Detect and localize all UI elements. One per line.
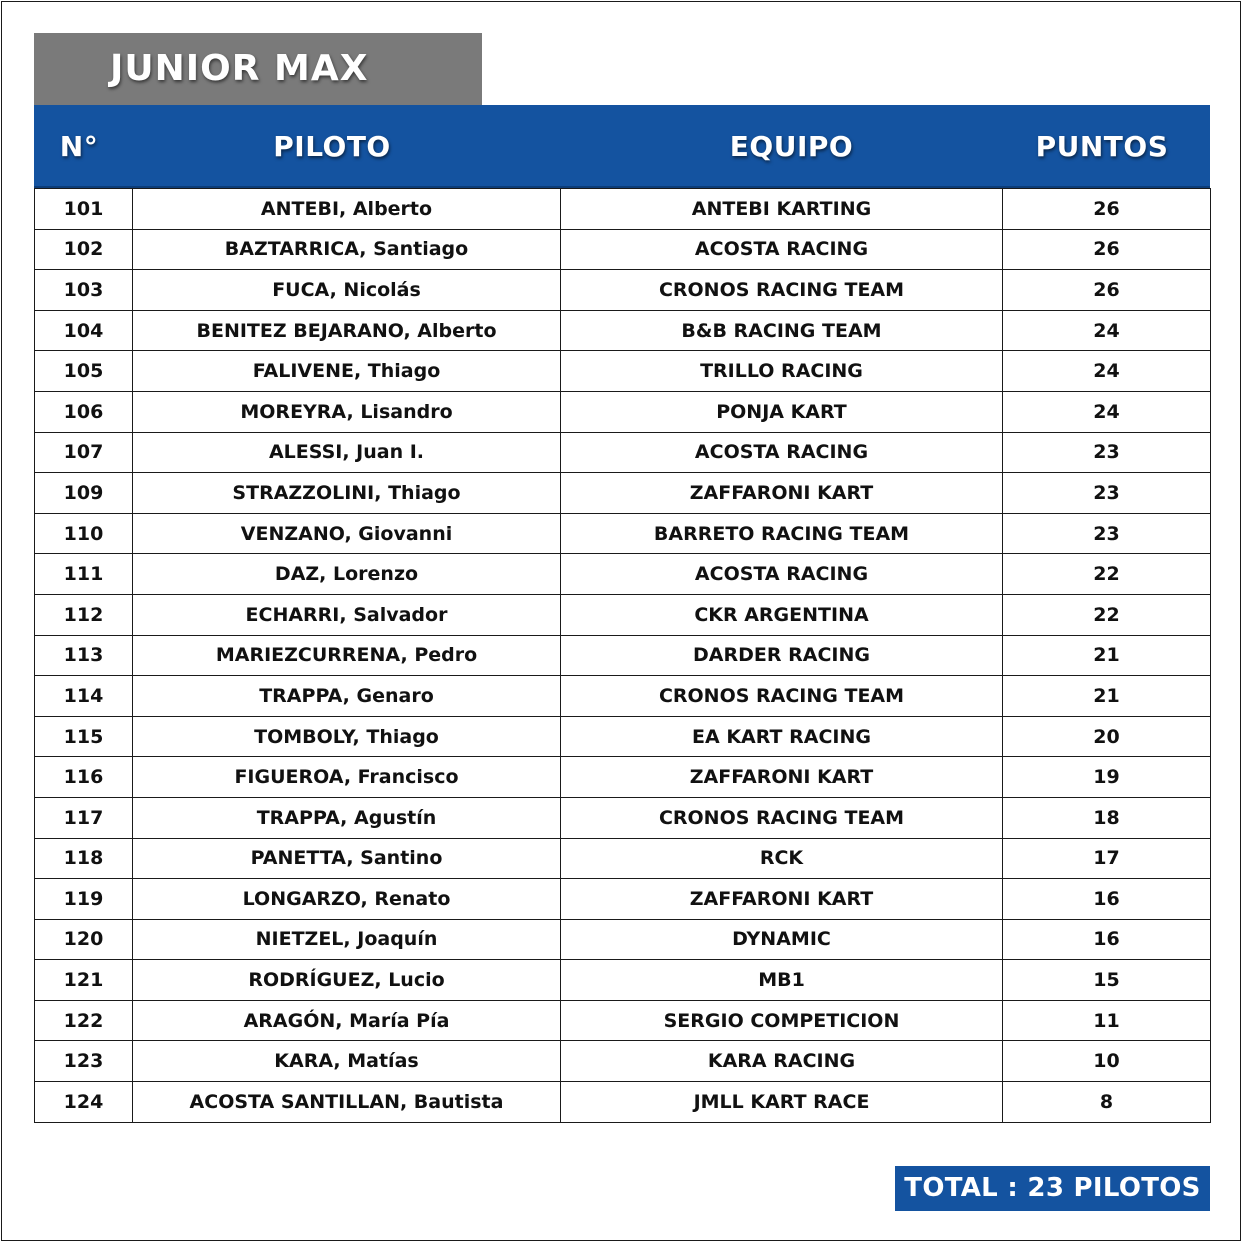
cell-number: 118 [35,838,133,879]
cell-pilot: FALIVENE, Thiago [133,351,561,392]
cell-pilot: ACOSTA SANTILLAN, Bautista [133,1082,561,1123]
cell-pilot: TRAPPA, Genaro [133,676,561,717]
cell-pilot: FIGUEROA, Francisco [133,757,561,798]
cell-points: 17 [1003,838,1211,879]
cell-points: 18 [1003,797,1211,838]
cell-points: 24 [1003,391,1211,432]
cell-pilot: MOREYRA, Lisandro [133,391,561,432]
table-row [35,432,1211,473]
table-row [35,838,1211,879]
table-row [35,757,1211,798]
cell-points: 24 [1003,351,1211,392]
table-row [35,513,1211,554]
cell-points: 24 [1003,310,1211,351]
cell-team: ANTEBI KARTING [561,189,1003,230]
cell-team: ACOSTA RACING [561,554,1003,595]
table-row [35,635,1211,676]
cell-points: 26 [1003,229,1211,270]
cell-pilot: TRAPPA, Agustín [133,797,561,838]
table-row [35,960,1211,1001]
cell-number: 115 [35,716,133,757]
cell-number: 110 [35,513,133,554]
table-row [35,1041,1211,1082]
cell-points: 8 [1003,1082,1211,1123]
cell-number: 122 [35,1000,133,1041]
cell-pilot: ALESSI, Juan I. [133,432,561,473]
cell-number: 106 [35,391,133,432]
cell-team: BARRETO RACING TEAM [561,513,1003,554]
table-row [35,1000,1211,1041]
cell-team: CKR ARGENTINA [561,594,1003,635]
cell-team: ZAFFARONI KART [561,879,1003,920]
cell-team: B&B RACING TEAM [561,310,1003,351]
cell-number: 113 [35,635,133,676]
cell-number: 111 [35,554,133,595]
cell-team: CRONOS RACING TEAM [561,676,1003,717]
cell-points: 16 [1003,879,1211,920]
table-row [35,1082,1211,1123]
cell-number: 116 [35,757,133,798]
cell-team: KARA RACING [561,1041,1003,1082]
cell-team: CRONOS RACING TEAM [561,270,1003,311]
table-row [35,716,1211,757]
cell-pilot: BAZTARRICA, Santiago [133,229,561,270]
cell-points: 15 [1003,960,1211,1001]
cell-number: 117 [35,797,133,838]
standings-rows [35,189,1211,1123]
cell-team: RCK [561,838,1003,879]
cell-pilot: VENZANO, Giovanni [133,513,561,554]
table-row [35,351,1211,392]
cell-points: 16 [1003,919,1211,960]
table-row [35,189,1211,230]
cell-team: ACOSTA RACING [561,229,1003,270]
cell-number: 121 [35,960,133,1001]
standings-table [34,188,1211,1123]
cell-number: 105 [35,351,133,392]
cell-number: 124 [35,1082,133,1123]
cell-pilot: RODRÍGUEZ, Lucio [133,960,561,1001]
cell-points: 21 [1003,635,1211,676]
table-row [35,473,1211,514]
table-row [35,310,1211,351]
cell-team: PONJA KART [561,391,1003,432]
cell-points: 22 [1003,554,1211,595]
cell-pilot: ARAGÓN, María Pía [133,1000,561,1041]
cell-points: 23 [1003,513,1211,554]
cell-team: ZAFFARONI KART [561,473,1003,514]
table-header [34,105,1210,188]
cell-pilot: DAZ, Lorenzo [133,554,561,595]
cell-pilot: LONGARZO, Renato [133,879,561,920]
cell-number: 103 [35,270,133,311]
cell-number: 120 [35,919,133,960]
cell-number: 123 [35,1041,133,1082]
cell-points: 23 [1003,473,1211,514]
table-row [35,594,1211,635]
cell-number: 107 [35,432,133,473]
cell-number: 102 [35,229,133,270]
table-row [35,270,1211,311]
cell-points: 19 [1003,757,1211,798]
cell-number: 119 [35,879,133,920]
table-row [35,391,1211,432]
cell-points: 22 [1003,594,1211,635]
table-row [35,797,1211,838]
table-row [35,879,1211,920]
cell-team: EA KART RACING [561,716,1003,757]
cell-pilot: BENITEZ BEJARANO, Alberto [133,310,561,351]
cell-number: 112 [35,594,133,635]
cell-team: DYNAMIC [561,919,1003,960]
table-row [35,919,1211,960]
total-badge: TOTAL : 23 PILOTOS [895,1166,1210,1211]
cell-pilot: MARIEZCURRENA, Pedro [133,635,561,676]
table-row [35,554,1211,595]
cell-points: 26 [1003,270,1211,311]
cell-team: TRILLO RACING [561,351,1003,392]
category-title: JUNIOR MAX [34,33,482,105]
header-pilot: PILOTO [273,130,391,163]
table-row [35,229,1211,270]
cell-points: 26 [1003,189,1211,230]
cell-pilot: TOMBOLY, Thiago [133,716,561,757]
header-number: N° [59,130,99,163]
cell-number: 104 [35,310,133,351]
cell-pilot: PANETTA, Santino [133,838,561,879]
cell-number: 109 [35,473,133,514]
cell-points: 21 [1003,676,1211,717]
header-team: EQUIPO [729,130,854,163]
cell-number: 114 [35,676,133,717]
cell-pilot: STRAZZOLINI, Thiago [133,473,561,514]
cell-pilot: ANTEBI, Alberto [133,189,561,230]
table-row [35,676,1211,717]
cell-points: 11 [1003,1000,1211,1041]
cell-number: 101 [35,189,133,230]
cell-team: MB1 [561,960,1003,1001]
cell-points: 20 [1003,716,1211,757]
cell-team: JMLL KART RACE [561,1082,1003,1123]
cell-points: 23 [1003,432,1211,473]
cell-pilot: NIETZEL, Joaquín [133,919,561,960]
cell-team: SERGIO COMPETICION [561,1000,1003,1041]
cell-team: ZAFFARONI KART [561,757,1003,798]
cell-team: CRONOS RACING TEAM [561,797,1003,838]
cell-pilot: ECHARRI, Salvador [133,594,561,635]
cell-pilot: KARA, Matías [133,1041,561,1082]
header-points: PUNTOS [1035,130,1169,163]
cell-team: ACOSTA RACING [561,432,1003,473]
cell-team: DARDER RACING [561,635,1003,676]
cell-pilot: FUCA, Nicolás [133,270,561,311]
cell-points: 10 [1003,1041,1211,1082]
